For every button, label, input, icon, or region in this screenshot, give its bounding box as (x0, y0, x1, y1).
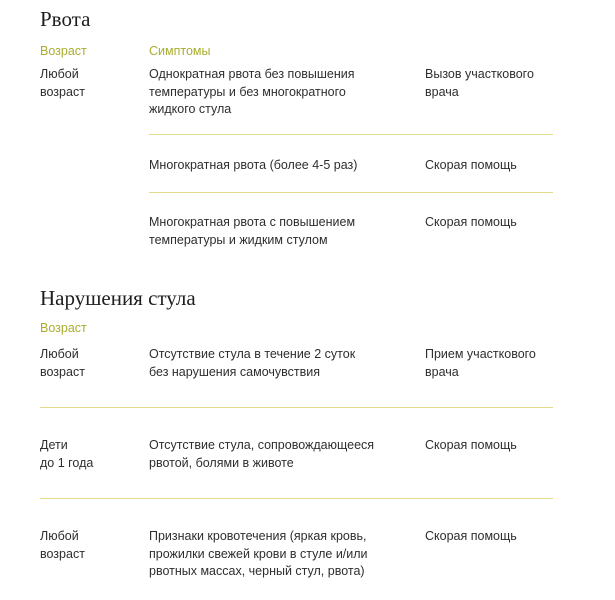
age-cell (40, 437, 93, 472)
action-line: Скорая помощь (425, 158, 517, 172)
table-row (40, 66, 85, 101)
symptom-line: Многократная рвота с повышением (149, 215, 356, 229)
age-line: Любой (40, 529, 79, 543)
symptom-cell (149, 66, 355, 119)
action-line: врача (425, 364, 459, 379)
action-line: врача (425, 84, 459, 99)
action-cell (425, 346, 536, 381)
action-line: Скорая помощь (425, 215, 517, 229)
action-line: Скорая помощь (425, 529, 517, 543)
age-line: до 1 года (40, 455, 94, 470)
symptom-cell (149, 157, 357, 175)
section-title-stool-disorders: Нарушения стула (40, 286, 196, 310)
symptom-cell (149, 214, 355, 249)
action-cell (425, 214, 517, 232)
symptom-cell (149, 346, 355, 381)
row-divider (149, 134, 553, 135)
age-line: возраст (40, 546, 85, 561)
symptom-line: Однократная рвота без повышения (149, 67, 355, 81)
symptom-line: рвотных массах, черный стул, рвота) (149, 564, 365, 578)
action-cell (425, 66, 534, 101)
symptom-line: Отсутствие стула, сопровождающееся (149, 438, 375, 452)
symptom-line: Отсутствие стула в течение 2 суток (149, 347, 356, 361)
column-header-symptoms: Симптомы (149, 44, 211, 58)
age-line: Любой (40, 347, 79, 361)
symptom-cell (149, 528, 368, 581)
age-cell (40, 66, 85, 101)
action-cell (425, 437, 517, 455)
symptom-line: рвотой, болями в животе (149, 455, 294, 470)
symptom-line: жидкого стула (149, 102, 232, 116)
action-line: Вызов участкового (425, 67, 534, 81)
action-line: Скорая помощь (425, 438, 517, 452)
symptom-line: Многократная рвота (более 4-5 раз) (149, 158, 358, 172)
column-header-age: Возраст (40, 321, 87, 335)
age-cell (40, 528, 85, 563)
age-line: возраст (40, 364, 85, 379)
action-cell (425, 157, 517, 175)
age-line: возраст (40, 84, 85, 99)
action-line: Прием участкового (425, 347, 536, 361)
symptom-cell (149, 437, 374, 472)
action-cell (425, 528, 517, 546)
symptom-line: температуры и жидким стулом (149, 232, 328, 247)
age-line: Дети (40, 438, 68, 452)
symptom-line: Признаки кровотечения (яркая кровь, (149, 529, 367, 543)
age-line: Любой (40, 67, 79, 81)
symptom-line: температуры и без многократного (149, 84, 346, 99)
symptom-line: без нарушения самочувствия (149, 364, 321, 379)
column-header-age: Возраст (40, 44, 87, 58)
row-divider (40, 407, 553, 408)
section-title-vomiting: Рвота (40, 7, 91, 31)
age-cell (40, 346, 85, 381)
symptom-line: прожилки свежей крови в стуле и/или (149, 546, 368, 561)
row-divider (149, 192, 553, 193)
row-divider (40, 498, 553, 499)
